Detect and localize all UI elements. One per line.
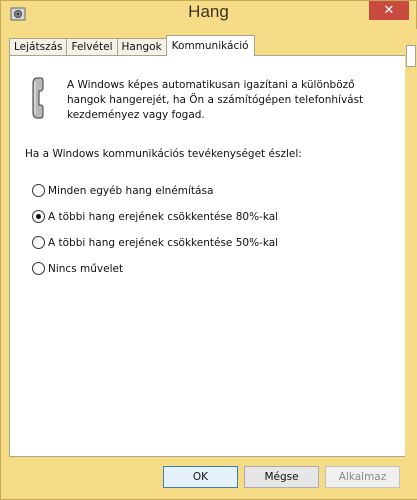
radio-button-selected[interactable] xyxy=(32,210,45,223)
window-edge-box xyxy=(406,45,416,67)
close-button[interactable] xyxy=(369,1,409,20)
telephone-handset-icon xyxy=(30,76,54,120)
option-reduce-50[interactable] xyxy=(32,236,278,249)
tab-recording[interactable]: Felvétel xyxy=(66,38,117,56)
tab-sounds[interactable]: Hangok xyxy=(117,38,167,56)
apply-button[interactable]: Alkalmaz xyxy=(325,466,400,488)
window-title: Hang xyxy=(188,2,229,21)
option-label: Minden egyéb hang elnémítása xyxy=(48,184,214,197)
radio-button[interactable] xyxy=(32,236,45,249)
radio-button[interactable] xyxy=(32,262,45,275)
title-bar[interactable] xyxy=(1,1,416,29)
option-label: A többi hang erejének csökkentése 80%-kal xyxy=(48,210,279,223)
option-reduce-80[interactable] xyxy=(32,210,278,223)
option-label: A többi hang erejének csökkentése 50%-kal xyxy=(48,236,279,249)
question-label: Ha a Windows kommunikációs tevékenységet észlel: xyxy=(25,148,302,160)
option-mute-all[interactable] xyxy=(32,184,213,197)
cancel-button[interactable]: Mégse xyxy=(244,466,319,488)
option-label: Nincs művelet xyxy=(48,262,124,275)
close-icon: ✕ xyxy=(383,3,395,18)
communications-panel xyxy=(9,55,410,457)
tab-playback[interactable]: Lejátszás xyxy=(9,38,67,56)
option-do-nothing[interactable] xyxy=(32,262,123,275)
description-text: A Windows képes automatikusan igazítani a különböző hangok hangerejét, ha Ön a számítógépen telefonhívást kezdeményez vagy fogad. xyxy=(67,79,364,121)
radio-button[interactable] xyxy=(32,184,45,197)
window-edge xyxy=(405,29,417,499)
ok-button[interactable]: OK xyxy=(163,466,238,488)
tab-communications[interactable]: Kommunikáció xyxy=(166,35,255,56)
tab-strip xyxy=(9,34,254,56)
